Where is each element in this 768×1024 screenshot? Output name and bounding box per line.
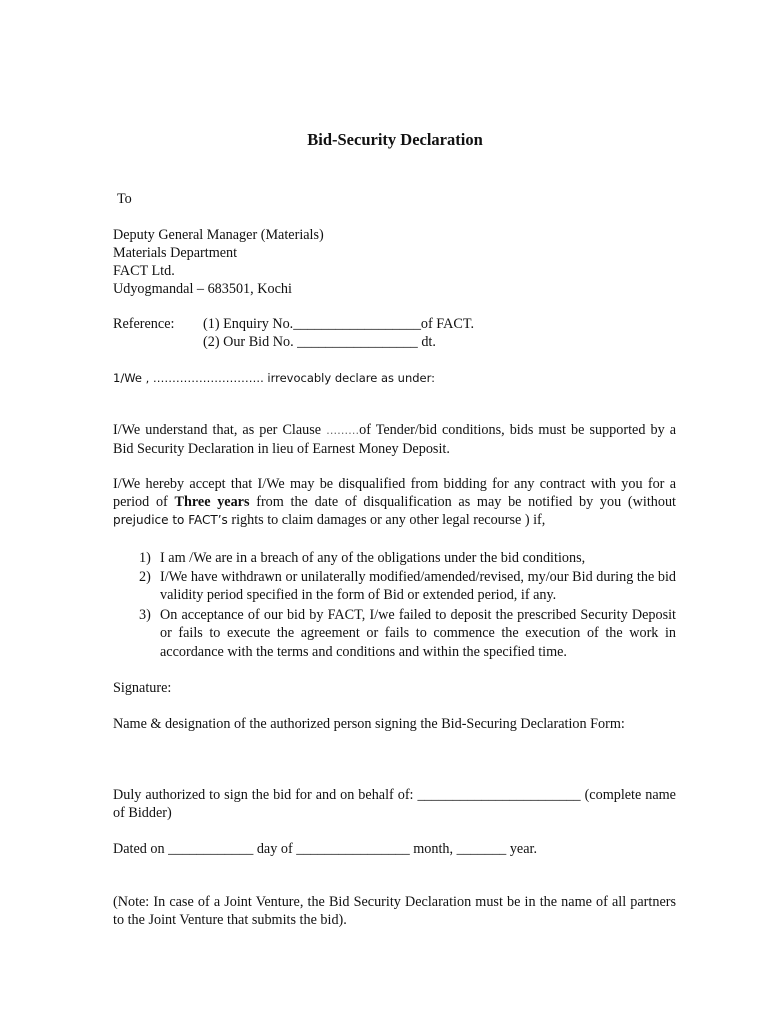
list-item [113,549,676,568]
page-title: Bid-Security Declaration [307,130,483,149]
name-designation-label: Name & designation of the authorized person signing the Bid-Securing Declaration Form: [113,716,625,732]
disq-text-start: I/We hereby accept that I/We may be disqualified from bidding for any contract with you for a period of [113,476,676,510]
clause-text-start: I/We understand that, as per Clause [113,422,327,438]
recipient-address [113,226,676,298]
declaration-line: 1/We , ……………………….. irrevocably declare as under: [113,371,436,385]
address-line: FACT Ltd. [113,263,175,279]
clause-text-end: of Tender/bid conditions, bids must be supported by a Bid Security Declaration in lieu of Earnest Money Deposit. [113,422,677,457]
address-line: Udyogmandal – 683501, Kochi [113,281,292,297]
reference-label: Reference: [113,316,175,332]
list-number: 1) [139,550,151,566]
list-item [113,606,676,662]
three-years-bold: Three years [174,494,250,510]
list-text: I am /We are in a breach of any of the obligations under the bid conditions, [160,550,586,566]
bid-no-line: (2) Our Bid No. _________________ dt. [203,334,436,350]
signature-label: Signature: [113,680,172,696]
address-line: Deputy General Manager (Materials) [113,227,324,243]
disq-text-middle: from the date of disqualification as may be notified by you (without [249,494,676,510]
disqualification-paragraph [113,475,676,529]
reference-block [113,315,676,351]
joint-venture-note: (Note: In case of a Joint Venture, the Bid Security Declaration must be in the name of all partners to the Joint Venture that submits the bid). [113,894,676,928]
list-item [113,568,676,605]
clause-blank: ……… [326,424,360,437]
list-number: 3) [139,606,151,623]
enquiry-no-line: (1) Enquiry No.__________________of FACT. [203,316,474,332]
list-text: On acceptance of our bid by FACT, I/we failed to deposit the prescribed Security Deposit or fails to execute the agreement or fails to commence the execution of the work in accordance with the terms and conditions and within the specified time. [160,606,676,660]
disq-text-end: rights to claim damages or any other legal recourse ) if, [227,512,546,528]
prejudice-text: prejudice to FACT’s [113,513,228,527]
dated-line: Dated on ____________ day of ________________ month, _______ year. [113,841,538,857]
conditions-list [113,549,676,661]
duly-authorized-line: Duly authorized to sign the bid for and on behalf of: _______________________ (complete name of Bidder) [113,787,676,821]
clause-paragraph [113,421,676,458]
list-number: 2) [139,568,151,585]
list-text: I/We have withdrawn or unilaterally modified/amended/revised, my/our Bid during the bid validity period specified in the form of Bid or extended period, if any. [160,568,676,603]
to-label: To [117,191,132,207]
address-line: Materials Department [113,245,238,261]
